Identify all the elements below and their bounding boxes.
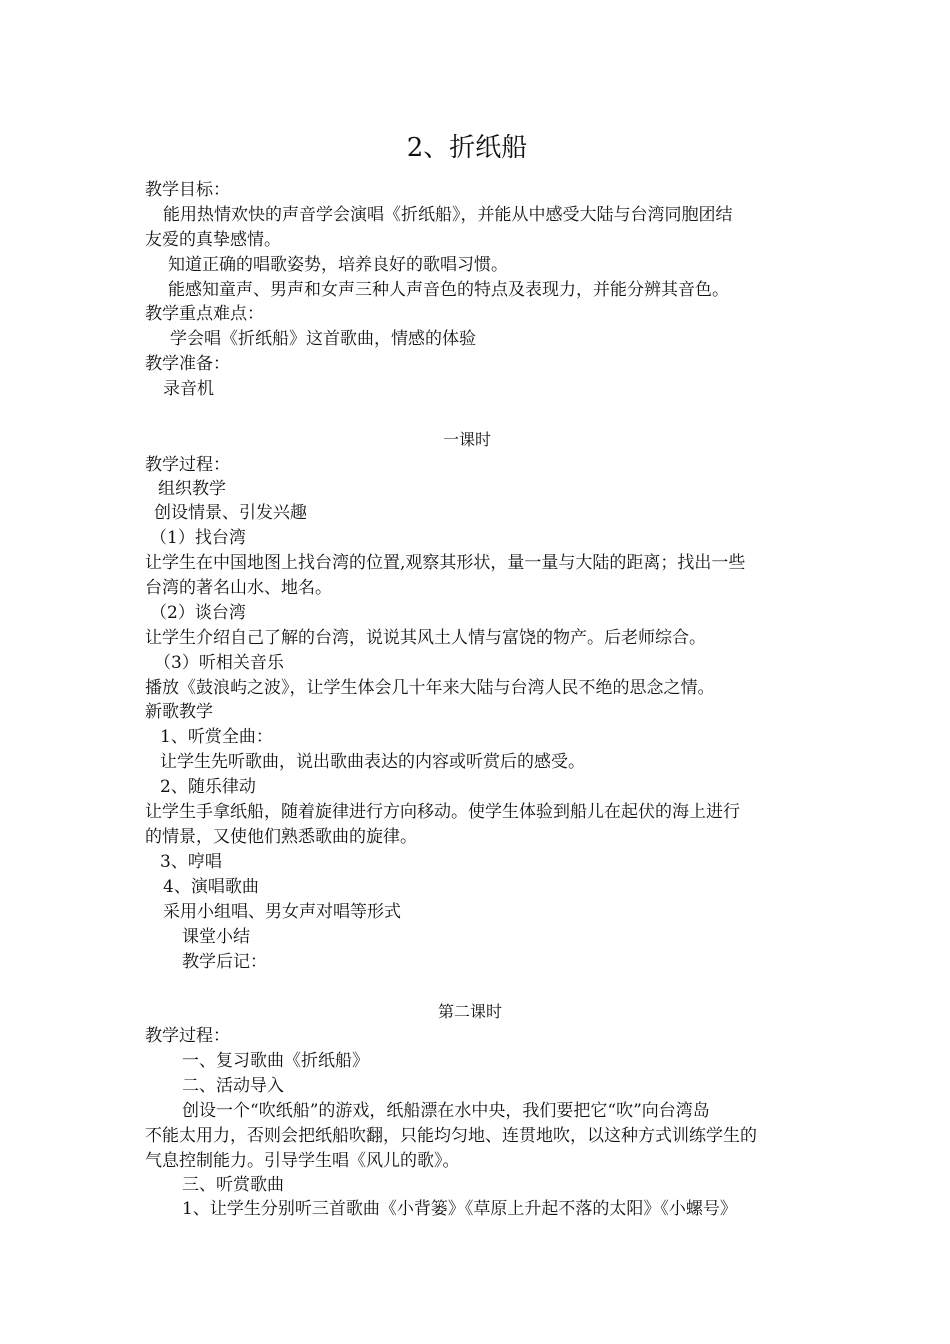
paragraph-line: 一、复习歌曲《折纸船》 — [182, 1051, 369, 1071]
document-title: 2、折纸船 — [406, 133, 528, 163]
paragraph-line: 让学生介绍自己了解的台湾，说说其风土人情与富饶的物产。后老师综合。 — [145, 628, 706, 648]
paragraph-line: 新歌教学 — [145, 702, 213, 722]
paragraph-line: 组织教学 — [158, 479, 226, 499]
paragraph-line: 3、哼唱 — [160, 852, 222, 872]
paragraph-line: 播放《鼓浪屿之波》，让学生体会几十年来大陆与台湾人民不绝的思念之情。 — [145, 678, 715, 698]
paragraph-line: 让学生在中国地图上找台湾的位置,观察其形状，量一量与大陆的距离；找出一些 — [145, 553, 746, 573]
paragraph-line: 创设情景、引发兴趣 — [154, 503, 307, 523]
paragraph-line: 知道正确的唱歌姿势，培养良好的歌唱习惯。 — [168, 255, 508, 275]
paragraph-line: 1、听赏全曲： — [160, 727, 273, 747]
paragraph-line: 三、听赏歌曲 — [182, 1175, 284, 1195]
paragraph-line: （3）听相关音乐 — [154, 653, 284, 673]
paragraph-line: 能用热情欢快的声音学会演唱《折纸船》，并能从中感受大陆与台湾同胞团结 — [163, 205, 733, 225]
paragraph-line: 二、活动导入 — [182, 1076, 284, 1096]
paragraph-line: 采用小组唱、男女声对唱等形式 — [163, 902, 401, 922]
paragraph-line: 创设一个“吹纸船”的游戏，纸船漂在水中央，我们要把它“吹”向台湾岛 — [182, 1101, 710, 1121]
paragraph-line: 1、让学生分别听三首歌曲《小背篓》《草原上升起不落的太阳》《小螺号》 — [182, 1199, 737, 1219]
paragraph-line: 能感知童声、男声和女声三种人声音色的特点及表现力，并能分辨其音色。 — [168, 280, 729, 300]
heading-objectives: 教学目标： — [145, 180, 230, 200]
paragraph-line: （2）谈台湾 — [150, 603, 246, 623]
paragraph-line: 录音机 — [163, 379, 214, 399]
paragraph-line: 的情景，又使他们熟悉歌曲的旋律。 — [145, 827, 417, 847]
paragraph-line: 课堂小结 — [182, 927, 250, 947]
section-heading-lesson-2: 第二课时 — [437, 1002, 502, 1021]
paragraph-line: （1）找台湾 — [150, 528, 246, 548]
paragraph-line: 2、随乐律动 — [160, 777, 256, 797]
paragraph-line: 4、演唱歌曲 — [163, 877, 259, 897]
paragraph-line: 让学生手拿纸船，随着旋律进行方向移动。使学生体验到船儿在起伏的海上进行 — [145, 802, 740, 822]
paragraph-line: 台湾的著名山水、地名。 — [145, 578, 332, 598]
heading-process: 教学过程： — [145, 1026, 230, 1046]
heading-preparation: 教学准备： — [145, 354, 230, 374]
paragraph-line: 不能太用力，否则会把纸船吹翻，只能均匀地、连贯地吹，以这种方式训练学生的 — [145, 1126, 757, 1146]
paragraph-line: 让学生先听歌曲，说出歌曲表达的内容或听赏后的感受。 — [160, 752, 585, 772]
paragraph-line: 气息控制能力。引导学生唱《风儿的歌》。 — [145, 1151, 460, 1171]
heading-key-points: 教学重点难点： — [145, 304, 264, 324]
paragraph-line: 教学后记： — [182, 952, 267, 972]
paragraph-line: 友爱的真挚感情。 — [145, 230, 281, 250]
heading-process: 教学过程： — [145, 455, 230, 475]
paragraph-line: 学会唱《折纸船》这首歌曲，情感的体验 — [170, 329, 476, 349]
section-heading-lesson-1: 一课时 — [442, 430, 491, 449]
